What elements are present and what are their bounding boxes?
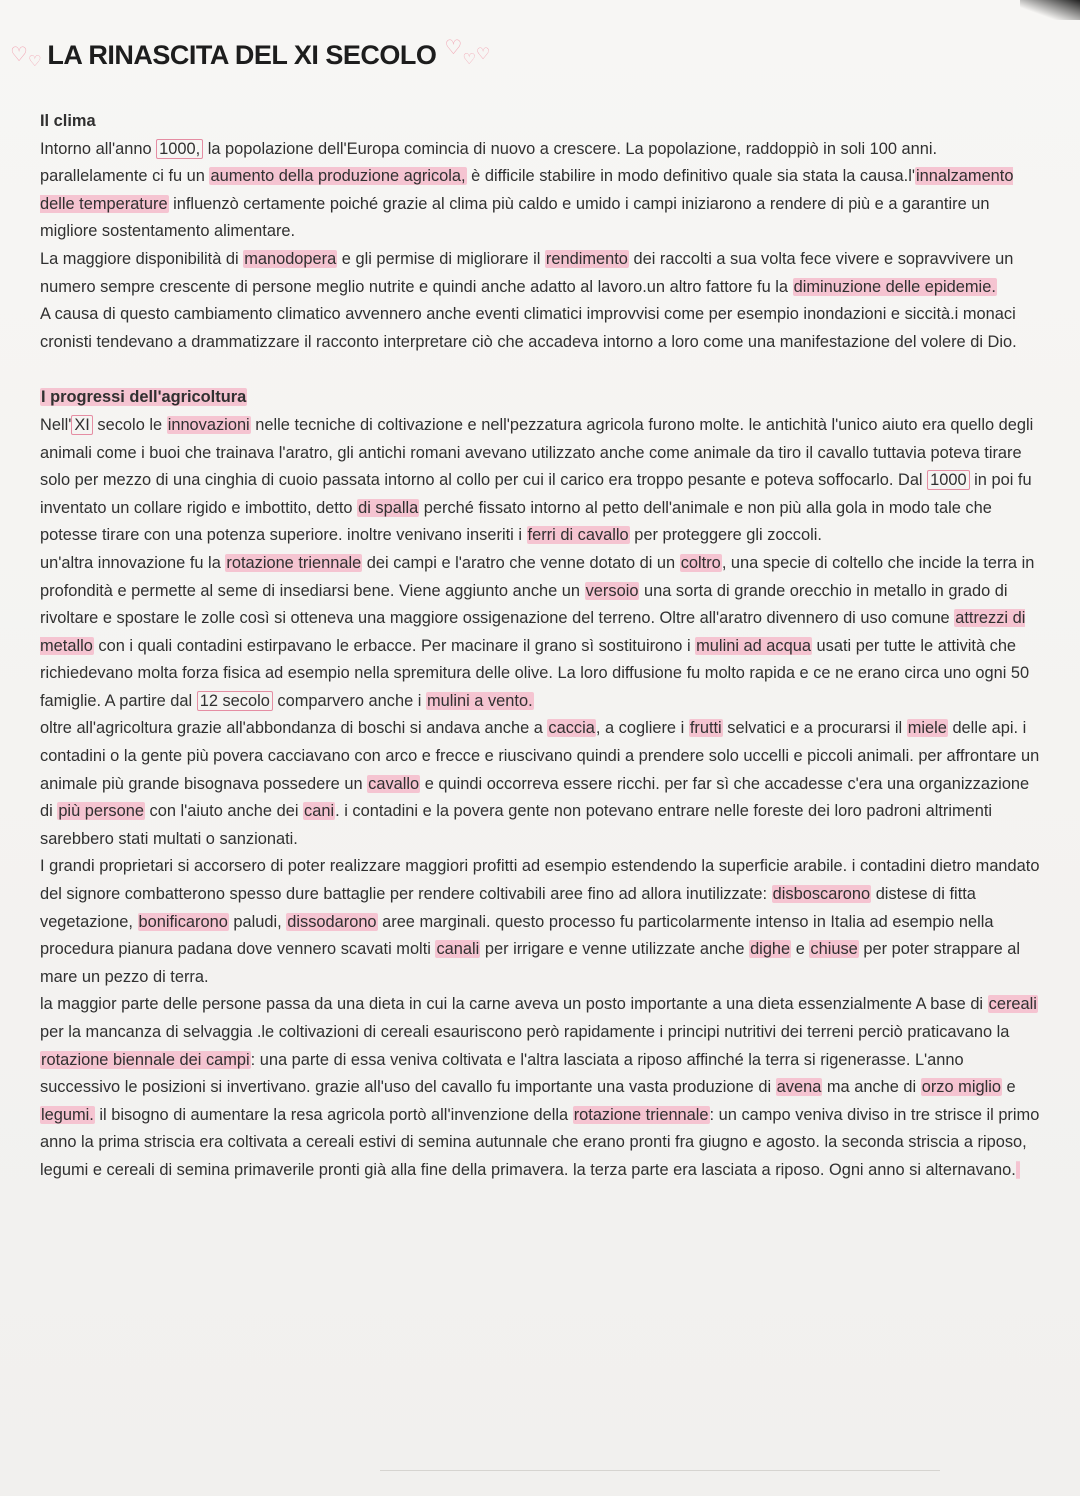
highlight: disboscarono [772, 885, 871, 904]
text: in poi fu inventato un collare rigido e imbottito, detto [40, 471, 1032, 517]
highlight: canali [436, 940, 480, 959]
heart-icon: ♡ [462, 50, 476, 68]
left-hearts [10, 42, 41, 69]
highlight: rotazione biennale dei campi [41, 1050, 250, 1069]
paragraph [40, 991, 1040, 1184]
section-heading-agricoltura [40, 384, 1040, 412]
text: ma anche di [822, 1078, 921, 1097]
text: comparvero anche i [272, 691, 426, 710]
right-hearts [444, 37, 491, 68]
highlight: frutti [689, 719, 722, 738]
heart-icon: ♡ [475, 46, 491, 63]
text: selvatici e a procurarsi il [722, 719, 907, 738]
highlight: cavallo [368, 774, 420, 793]
text: il bisogno di aumentare la resa agricola portò all'invenzione della [94, 1105, 573, 1124]
text: influenzò certamente poiché grazie al clima più caldo e umido i campi iniziarono a rendere di più e a garantire un migliore sostentamento alimentare. [40, 194, 990, 241]
highlight: di spalla [358, 498, 419, 517]
text: distese di fitta vegetazione, [40, 885, 976, 931]
text: è difficile stabilire in modo definitivo quale sia stata la causa.l' [466, 167, 915, 186]
text: una sorta di grande orecchio in metallo in grado di rivoltare e spostare le zolle così si otteneva una maggiore ossigenazione del terreno. Oltre all'aratro divennero di uso comune [40, 581, 1008, 628]
text: per poter strappare al mare un pezzo di terra. [40, 940, 1021, 986]
highlight: rotazione triennale [226, 553, 362, 572]
highlight: mulini ad acqua [696, 636, 811, 655]
paragraph [40, 246, 1040, 301]
highlight: rotazione triennale [573, 1105, 709, 1124]
text: perché fissato intorno al petto dell'animale e non più alla gola in modo tale che potesse tirare con una potenza superiore. inoltre venivano inseriti i [40, 498, 992, 545]
text: per la mancanza di selvaggia .le coltivazioni di cereali esauriscono però rapidamente i principi nutritivi dei terreni perciò praticavano la [40, 1023, 1010, 1041]
text: dei campi e l'aratro che venne dotato di un [362, 553, 680, 572]
text: La maggiore disponibilità di [40, 249, 244, 268]
title-row [10, 30, 490, 80]
text: e [791, 940, 810, 959]
text: secolo le [92, 415, 167, 434]
highlight: orzo miglio [921, 1078, 1001, 1097]
paragraph [40, 301, 1040, 356]
paragraph [40, 715, 1040, 853]
paragraph [40, 412, 1040, 550]
highlight: avena [776, 1078, 822, 1097]
heart-icon: ♡ [444, 37, 463, 59]
text: : una parte di essa veniva coltivata e l'altra lasciata a riposo affinché la terra si rigenerasse. L'anno successivo le posizioni si invertivano. grazie all'uso del cavallo fu importante una vasta produzione di [40, 1050, 964, 1097]
highlight: cereali [988, 995, 1037, 1014]
highlight: dighe [750, 940, 791, 959]
page-bottom-line [380, 1470, 940, 1471]
boxed-text: 12 secolo [197, 691, 273, 711]
text: con i quali contadini estirpavano le erbacce. Per macinare il grano sì sostituirono i [93, 636, 696, 655]
highlight: più persone [58, 802, 144, 821]
boxed-text: 1000, [156, 139, 203, 159]
text: aree marginali. questo processo fu particolarmente intenso in Italia ad esempio nella procedura pianura padana dove vennero scavati molti [40, 912, 994, 959]
boxed-text: XI [71, 415, 93, 435]
highlight: versoio [585, 581, 639, 600]
text: I grandi proprietari si accorsero di poter realizzare maggiori profitti ad esempio estendendo la superficie arabile. i contadini dietro mandato del signore combatterono spesso dure battaglie per rendere coltivabili aree fino ad allora inutilizzate: [40, 857, 1040, 904]
highlight: I progressi dell'agricoltura [41, 388, 247, 407]
text: per proteggere gli zoccoli. [629, 526, 822, 545]
heart-icon: ♡ [10, 44, 28, 66]
highlight: mulini a vento. [426, 691, 533, 710]
text: , una specie di coltello che incide la terra in profondità e permette al seme di insediarsi bene. Viene aggiunto anche un [40, 553, 1035, 600]
text: : un campo veniva diviso in tre strisce il primo anno la prima striscia era coltivata a cereali estivi di semina autunnale che erano pronti fra giugno e agosto. la seconda striscia a riposo, legumi e cereali di semina primaverile pronti già alla fine della primavera. la terza parte era lasciata a riposo. Ogni anno si alternavano. [40, 1105, 1040, 1179]
highlight: aumento della produzione agricola, [210, 167, 466, 186]
text: A causa di questo cambiamento climatico avvennero anche eventi climatici improvvisi come per esempio inondazioni e siccità.i monaci cronisti tendevano a drammatizzare il racconto interpretare ciò che accadeva intorno a loro come una manifestazione del volere di Dio. [40, 305, 1017, 351]
highlight: attrezzi di metallo [40, 609, 1026, 655]
text: la popolazione dell'Europa comincia di nuovo a crescere. La popolazione, raddoppiò in soli 100 anni. parallelamente ci fu un [40, 139, 938, 186]
section-heading-clima: Il clima [40, 112, 96, 130]
text: delle api. i contadini o la gente più povera cacciavano con arco e frecce e riuscivano quindi a prendere solo uccelli e piccoli animali. per affrontare un animale più grande bisognava possedere un [40, 719, 1040, 793]
text: . i contadini e la povera gente non potevano entrare nelle foreste dei loro padroni altrimenti sarebbero stati multati o sanzionati. [40, 802, 993, 848]
highlight: rendimento [545, 249, 628, 268]
highlight: innalzamento delle temperature [40, 167, 1014, 213]
paragraph [40, 853, 1040, 991]
highlight: coltro [680, 553, 721, 572]
highlight: manodopera [244, 249, 337, 268]
text: e gli permise di migliorare il [337, 249, 545, 268]
text: per irrigare e venne utilizzate anche [480, 940, 750, 959]
text: oltre all'agricoltura grazie all'abbondanza di boschi si andava anche a [40, 719, 548, 738]
highlight: cani [304, 802, 335, 821]
highlight: ferri di cavallo [527, 526, 629, 545]
highlight: dissodarono [287, 912, 377, 931]
text: nelle tecniche di coltivazione e nell'pezzatura agricola furono molte. le antichità l'unico aiuto era quello degli animali come i buoi che trainava l'aratro, gli antichi romani avevano utilizzato anche come animale da tiro il cavallo tuttavia poteva tirare solo per mezzo di una cinghia di cuoio passata intorno al collo per cui il carico era troppo pesante e poteva soffocarlo. Dal [40, 415, 1034, 490]
text: Intorno all'anno [40, 139, 157, 158]
notes-body [40, 108, 1040, 1185]
highlight: bonificarono [138, 912, 228, 931]
text: usati per tutte le attività che richiedevano molta forza fisica ad esempio nella spremitura delle olive. La loro diffusione fu molto rapida e ce ne erano circa uno ogni 50 famiglie. A partire dal [40, 636, 1030, 710]
paragraph [40, 136, 1040, 246]
page-edge-shadow [1020, 0, 1080, 20]
highlight [1018, 1161, 1020, 1179]
text: paludi, [228, 912, 287, 931]
text: un'altra innovazione fu la [40, 553, 226, 572]
highlight: innovazioni [167, 415, 250, 434]
heart-icon: ♡ [27, 52, 42, 70]
highlight: caccia [548, 719, 595, 738]
page-title: LA RINASCITA DEL XI SECOLO [47, 39, 437, 70]
text: e quindi occorreva essere ricchi. per far sì che accadesse c'era una organizzazione di [40, 774, 1030, 821]
highlight: legumi. [41, 1105, 94, 1124]
text: con l'aiuto anche dei [144, 802, 304, 821]
boxed-text: 1000 [927, 470, 969, 490]
highlight: chiuse [810, 940, 858, 959]
highlight: miele [907, 719, 947, 738]
text: dei raccolti a sua volta fece vivere e sopravvivere un numero sempre crescente di persone meglio nutrite e quindi anche adatto al lavoro.un altro fattore fu la [40, 249, 1014, 296]
text: e [1001, 1078, 1016, 1097]
text: , a cogliere i [595, 719, 689, 738]
highlight: diminuzione delle epidemie. [793, 277, 996, 296]
text: Nell' [40, 415, 72, 434]
text: la maggior parte delle persone passa da una dieta in cui la carne aveva un posto importante a una dieta essenzialmente A base di [40, 995, 988, 1014]
paragraph [40, 550, 1040, 716]
